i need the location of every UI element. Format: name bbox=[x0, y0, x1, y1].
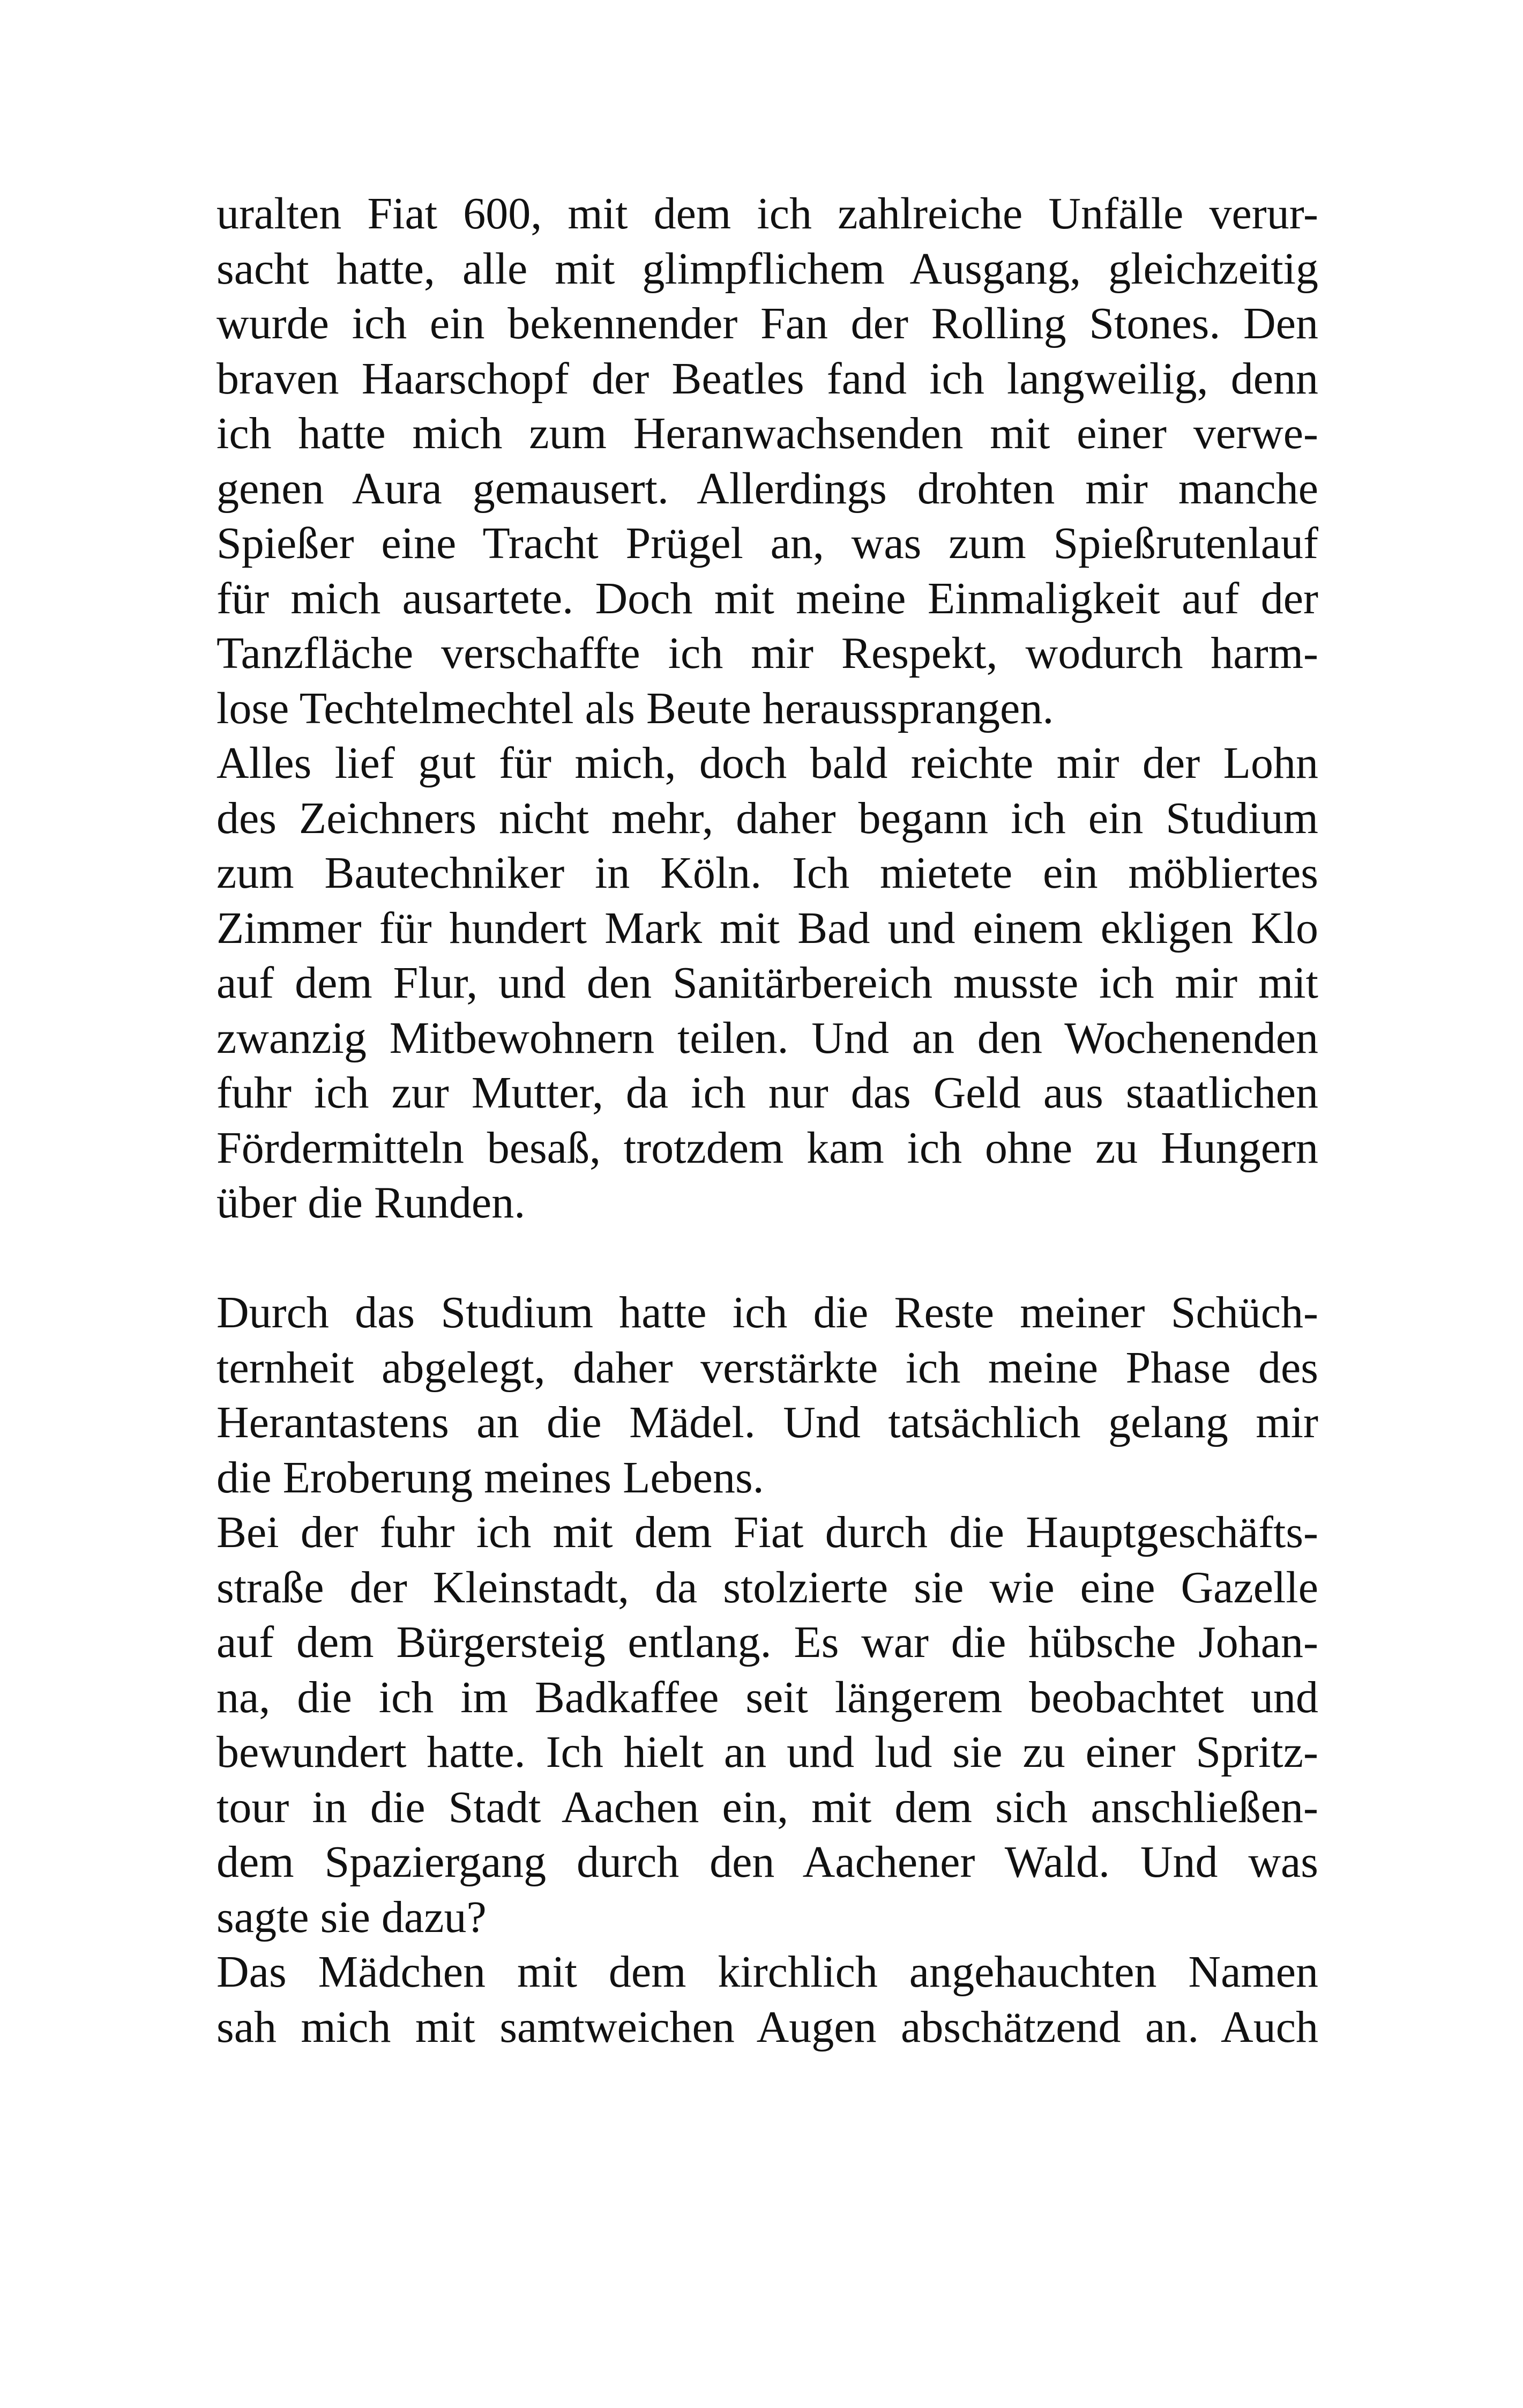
paragraph-3 bbox=[216, 1285, 1318, 1505]
text-line: uralten Fiat 600, mit dem ich zahlreiche Unfälle verur- bbox=[216, 189, 1318, 239]
text-line: Bei der fuhr ich mit dem Fiat durch die Hauptgeschäfts- bbox=[216, 1507, 1318, 1557]
text-line: fuhr ich zur Mutter, da ich nur das Geld aus staatlichen bbox=[216, 1068, 1318, 1118]
text-line: sacht hatte, alle mit glimpflichem Ausgang, gleichzeitig bbox=[216, 243, 1318, 294]
text-line: bewundert hatte. Ich hielt an und lud sie zu einer Spritz- bbox=[216, 1727, 1318, 1777]
paragraph-4 bbox=[216, 1505, 1318, 1945]
text-line: Das Mädchen mit dem kirchlich angehauchten Namen bbox=[216, 1947, 1318, 1997]
text-line: ternheit abgelegt, daher verstärkte ich meine Phase des bbox=[216, 1342, 1318, 1393]
paragraph-gap bbox=[216, 1231, 1318, 1286]
text-line: sah mich mit samtweichen Augen abschätzend an. Auch bbox=[216, 2002, 1318, 2052]
text-line: Tanzfläche verschaffte ich mir Respekt, wodurch harm- bbox=[216, 628, 1318, 678]
text-line: die Eroberung meines Lebens. bbox=[216, 1452, 764, 1503]
text-line: über die Runden. bbox=[216, 1178, 526, 1228]
text-line: des Zeichners nicht mehr, daher begann ich ein Studium bbox=[216, 793, 1318, 843]
text-line: Alles lief gut für mich, doch bald reichte mir der Lohn bbox=[216, 738, 1318, 788]
text-line: lose Techtelmechtel als Beute heraussprangen. bbox=[216, 683, 1054, 733]
text-line: Zimmer für hundert Mark mit Bad und einem ekligen Klo bbox=[216, 903, 1318, 953]
text-line: na, die ich im Badkaffee seit längerem beobachtet und bbox=[216, 1672, 1318, 1722]
text-line: zwanzig Mitbewohnern teilen. Und an den Wochenenden bbox=[216, 1013, 1318, 1063]
text-line: auf dem Bürgersteig entlang. Es war die hübsche Johan- bbox=[216, 1617, 1318, 1667]
text-line: für mich ausartete. Doch mit meine Einmaligkeit auf der bbox=[216, 573, 1318, 623]
text-line: auf dem Flur, und den Sanitärbereich musste ich mir mit bbox=[216, 958, 1318, 1008]
text-line: Durch das Studium hatte ich die Reste meiner Schüch- bbox=[216, 1288, 1318, 1337]
text-line: ich hatte mich zum Heranwachsenden mit einer verwe- bbox=[216, 408, 1318, 458]
text-line: Herantastens an die Mädel. Und tatsächlich gelang mir bbox=[216, 1398, 1318, 1447]
text-line: braven Haarschopf der Beatles fand ich langweilig, denn bbox=[216, 353, 1318, 404]
body-text bbox=[216, 187, 1318, 2055]
paragraph-2 bbox=[216, 736, 1318, 1231]
text-line: tour in die Stadt Aachen ein, mit dem sich anschließen- bbox=[216, 1782, 1318, 1832]
text-line: Spießer eine Tracht Prügel an, was zum Spießrutenlauf bbox=[216, 518, 1318, 568]
text-line: sagte sie dazu? bbox=[216, 1892, 487, 1942]
text-line: dem Spaziergang durch den Aachener Wald. Und was bbox=[216, 1837, 1318, 1887]
paragraph-5 bbox=[216, 1945, 1318, 2055]
text-line: wurde ich ein bekennender Fan der Rolling Stones. Den bbox=[216, 299, 1318, 348]
text-line: genen Aura gemausert. Allerdings drohten mir manche bbox=[216, 463, 1318, 514]
text-line: zum Bautechniker in Köln. Ich mietete ein möbliertes bbox=[216, 848, 1318, 898]
text-line: straße der Kleinstadt, da stolzierte sie wie eine Gazelle bbox=[216, 1562, 1318, 1612]
text-line: Fördermitteln besaß, trotzdem kam ich ohne zu Hungern bbox=[216, 1123, 1318, 1173]
paragraph-1 bbox=[216, 187, 1318, 736]
